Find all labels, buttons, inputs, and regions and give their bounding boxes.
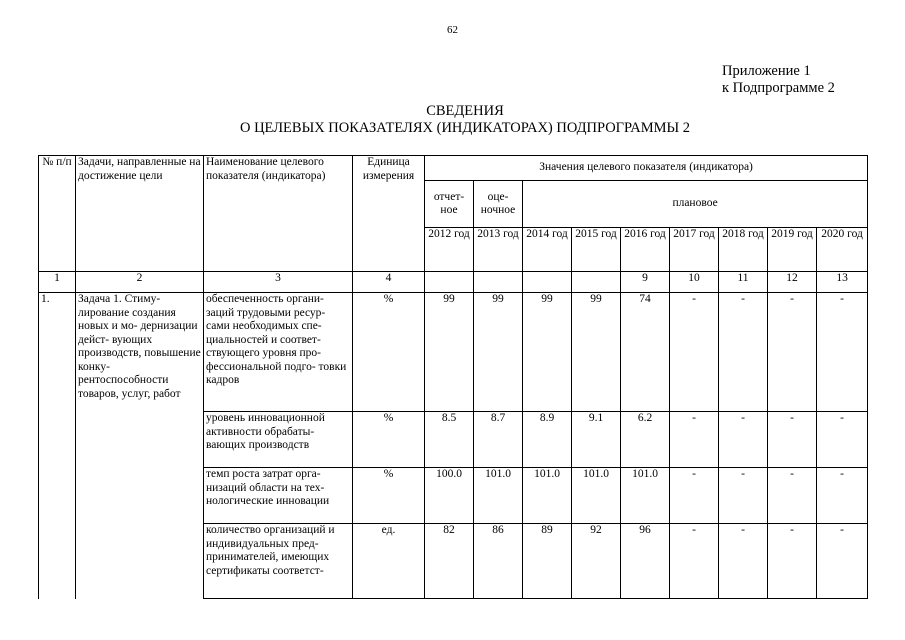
indicator-value: - xyxy=(719,293,768,412)
appendix-line-1: Приложение 1 xyxy=(722,63,811,79)
header-year: 2018 год xyxy=(719,228,768,272)
indicator-value: 82 xyxy=(425,524,474,599)
title-line-1: СВЕДЕНИЯ xyxy=(426,103,504,119)
indicator-value: 8.5 xyxy=(425,412,474,468)
header-estimated: оце- ночное xyxy=(474,181,523,228)
indicator-value: - xyxy=(817,524,868,599)
indicator-value: - xyxy=(670,524,719,599)
indicator-value: - xyxy=(768,293,817,412)
header-year: 2020 год xyxy=(817,228,868,272)
indicator-unit: % xyxy=(353,468,425,524)
indicator-value: - xyxy=(670,412,719,468)
section-task: Задача 1. Стиму- лирование создания новых и мо- дернизации дейст- вующих производств, повышение конку- рентоспособности товаров, услуг, работ xyxy=(76,293,204,599)
indicator-value: 8.9 xyxy=(523,412,572,468)
indicator-value: 89 xyxy=(523,524,572,599)
column-number: 1 xyxy=(39,272,76,293)
header-year: 2019 год xyxy=(768,228,817,272)
indicator-value: 99 xyxy=(523,293,572,412)
indicator-value: 96 xyxy=(621,524,670,599)
indicator-value: 6.2 xyxy=(621,412,670,468)
indicator-value: - xyxy=(719,412,768,468)
indicator-value: 99 xyxy=(425,293,474,412)
indicator-value: - xyxy=(768,524,817,599)
indicator-value: 92 xyxy=(572,524,621,599)
table-row xyxy=(39,293,868,412)
indicator-value: - xyxy=(817,412,868,468)
column-number xyxy=(572,272,621,293)
indicator-value: 99 xyxy=(572,293,621,412)
indicator-unit: ед. xyxy=(353,524,425,599)
section-number: 1. xyxy=(39,293,76,599)
indicator-value: 101.0 xyxy=(572,468,621,524)
column-number: 12 xyxy=(768,272,817,293)
indicator-value: - xyxy=(768,468,817,524)
header-planned: плановое xyxy=(523,181,868,228)
column-number: 9 xyxy=(621,272,670,293)
indicator-value: 86 xyxy=(474,524,523,599)
header-year: 2016 год xyxy=(621,228,670,272)
column-number: 4 xyxy=(353,272,425,293)
indicator-value: 101.0 xyxy=(523,468,572,524)
column-number xyxy=(425,272,474,293)
column-number: 3 xyxy=(204,272,353,293)
page-number: 62 xyxy=(447,24,458,36)
column-number xyxy=(523,272,572,293)
header-indicator-name: Наименование целевого показателя (индикатора) xyxy=(204,156,353,272)
header-tasks: Задачи, направленные на достижение цели xyxy=(76,156,204,272)
indicator-value: 99 xyxy=(474,293,523,412)
column-numbers-row xyxy=(39,272,868,293)
indicator-value: - xyxy=(670,468,719,524)
column-number xyxy=(474,272,523,293)
indicator-value: 74 xyxy=(621,293,670,412)
indicator-value: - xyxy=(817,293,868,412)
indicator-name: количество организаций и индивидуальных пред- принимателей, имеющих сертификаты соответст- xyxy=(204,524,353,599)
indicator-unit: % xyxy=(353,412,425,468)
header-year: 2015 год xyxy=(572,228,621,272)
indicator-value: - xyxy=(817,468,868,524)
header-year: 2012 год xyxy=(425,228,474,272)
indicator-value: 100.0 xyxy=(425,468,474,524)
appendix-line-2: к Подпрограмме 2 xyxy=(722,80,835,96)
header-year: 2017 год xyxy=(670,228,719,272)
header-row-1 xyxy=(39,156,868,181)
indicators-table xyxy=(38,155,868,599)
column-number: 2 xyxy=(76,272,204,293)
appendix-note xyxy=(722,63,835,97)
indicator-value: 9.1 xyxy=(572,412,621,468)
column-number: 10 xyxy=(670,272,719,293)
indicator-value: - xyxy=(719,468,768,524)
header-year: 2013 год xyxy=(474,228,523,272)
indicator-value: 101.0 xyxy=(474,468,523,524)
header-reported: отчет- ное xyxy=(425,181,474,228)
indicator-name: обеспеченность органи- заций трудовыми ресур- сами необходимых спе- циальностей и соответ- ствующего уровня про- фессиональной подго- товки кадров xyxy=(204,293,353,412)
indicator-value: - xyxy=(670,293,719,412)
column-number: 11 xyxy=(719,272,768,293)
column-number: 13 xyxy=(817,272,868,293)
indicator-value: 8.7 xyxy=(474,412,523,468)
indicator-value: - xyxy=(719,524,768,599)
title-line-2: О ЦЕЛЕВЫХ ПОКАЗАТЕЛЯХ (ИНДИКАТОРАХ) ПОДПРОГРАММЫ 2 xyxy=(239,120,691,136)
indicator-value: - xyxy=(768,412,817,468)
header-values: Значения целевого показателя (индикатора) xyxy=(425,156,868,181)
header-unit: Единица измерения xyxy=(353,156,425,272)
indicator-name: уровень инновационной активности обрабаты- вающих производств xyxy=(204,412,353,468)
indicator-name: темп роста затрат орга- низаций области на тех- нологические инновации xyxy=(204,468,353,524)
header-year: 2014 год xyxy=(523,228,572,272)
header-num: № п/п xyxy=(39,156,76,272)
indicator-unit: % xyxy=(353,293,425,412)
indicator-value: 101.0 xyxy=(621,468,670,524)
document-title xyxy=(0,103,905,137)
